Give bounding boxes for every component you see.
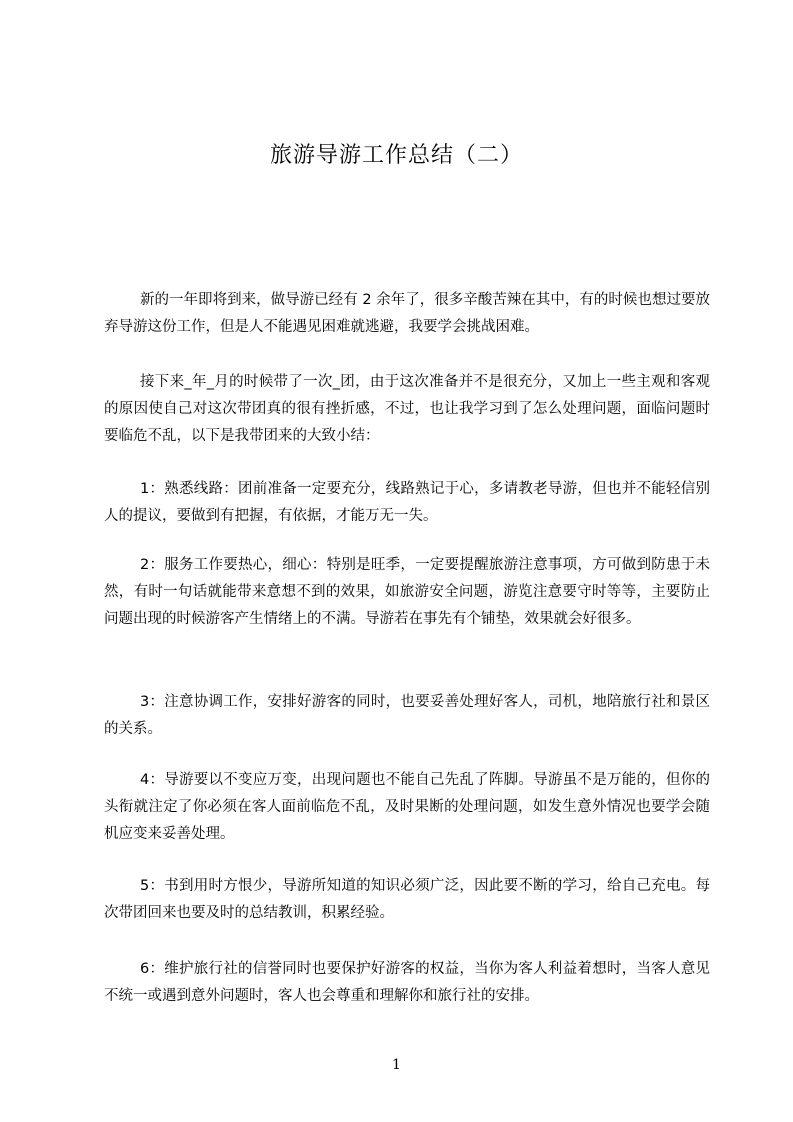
paragraph-point-1: 1：熟悉线路：团前准备一定要充分，线路熟记于心，多请教老导游，但也并不能轻信别人的提议，要做到有把握，有依据，才能万无一失。 — [104, 481, 710, 524]
paragraph-point-3: 3：注意协调工作，安排好游客的同时，也要妥善处理好客人，司机，地陪旅行社和景区的关系。 — [104, 694, 710, 737]
paragraph-intro: 新的一年即将到来，做导游已经有 2 余年了，很多辛酸苦辣在其中，有的时候也想过要放弃导游这份工作，但是人不能遇见困难就逃避，我要学会挑战困难。 — [104, 292, 710, 335]
paragraph-point-5: 5：书到用时方恨少，导游所知道的知识必须广泛，因此要不断的学习，给自己充电。每次带团回来也要及时的总结教训，积累经验。 — [104, 878, 710, 921]
document-title: 旅游导游工作总结（二） — [269, 143, 523, 168]
page-number: 1 — [392, 1057, 401, 1073]
paragraph-background: 接下来_年_月的时候带了一次_团，由于这次准备并不是很充分，又加上一些主观和客观的原因使自己对这次带团真的很有挫折感，不过，也让我学习到了怎么处理问题，面临问题时要临危不乱，以下是我带团来的大致小结： — [104, 374, 710, 444]
paragraph-point-2: 2：服务工作要热心，细心：特别是旺季，一定要提醒旅游注意事项，方可做到防患于未然，有时一句话就能带来意想不到的效果，如旅游安全问题，游览注意要守时等等，主要防止问题出现的时候游客产生情绪上的不满。导游若在事先有个铺垫，效果就会好很多。 — [104, 557, 710, 627]
paragraph-point-6: 6：维护旅行社的信誉同时也要保护好游客的权益，当你为客人利益着想时，当客人意见不统一或遇到意外问题时，客人也会尊重和理解你和旅行社的安排。 — [104, 961, 710, 1004]
paragraph-point-4: 4：导游要以不变应万变，出现问题也不能自己先乱了阵脚。导游虽不是万能的，但你的头衔就注定了你必须在客人面前临危不乱，及时果断的处理问题，如发生意外情况也要学会随机应变来妥善处理。 — [104, 772, 710, 842]
